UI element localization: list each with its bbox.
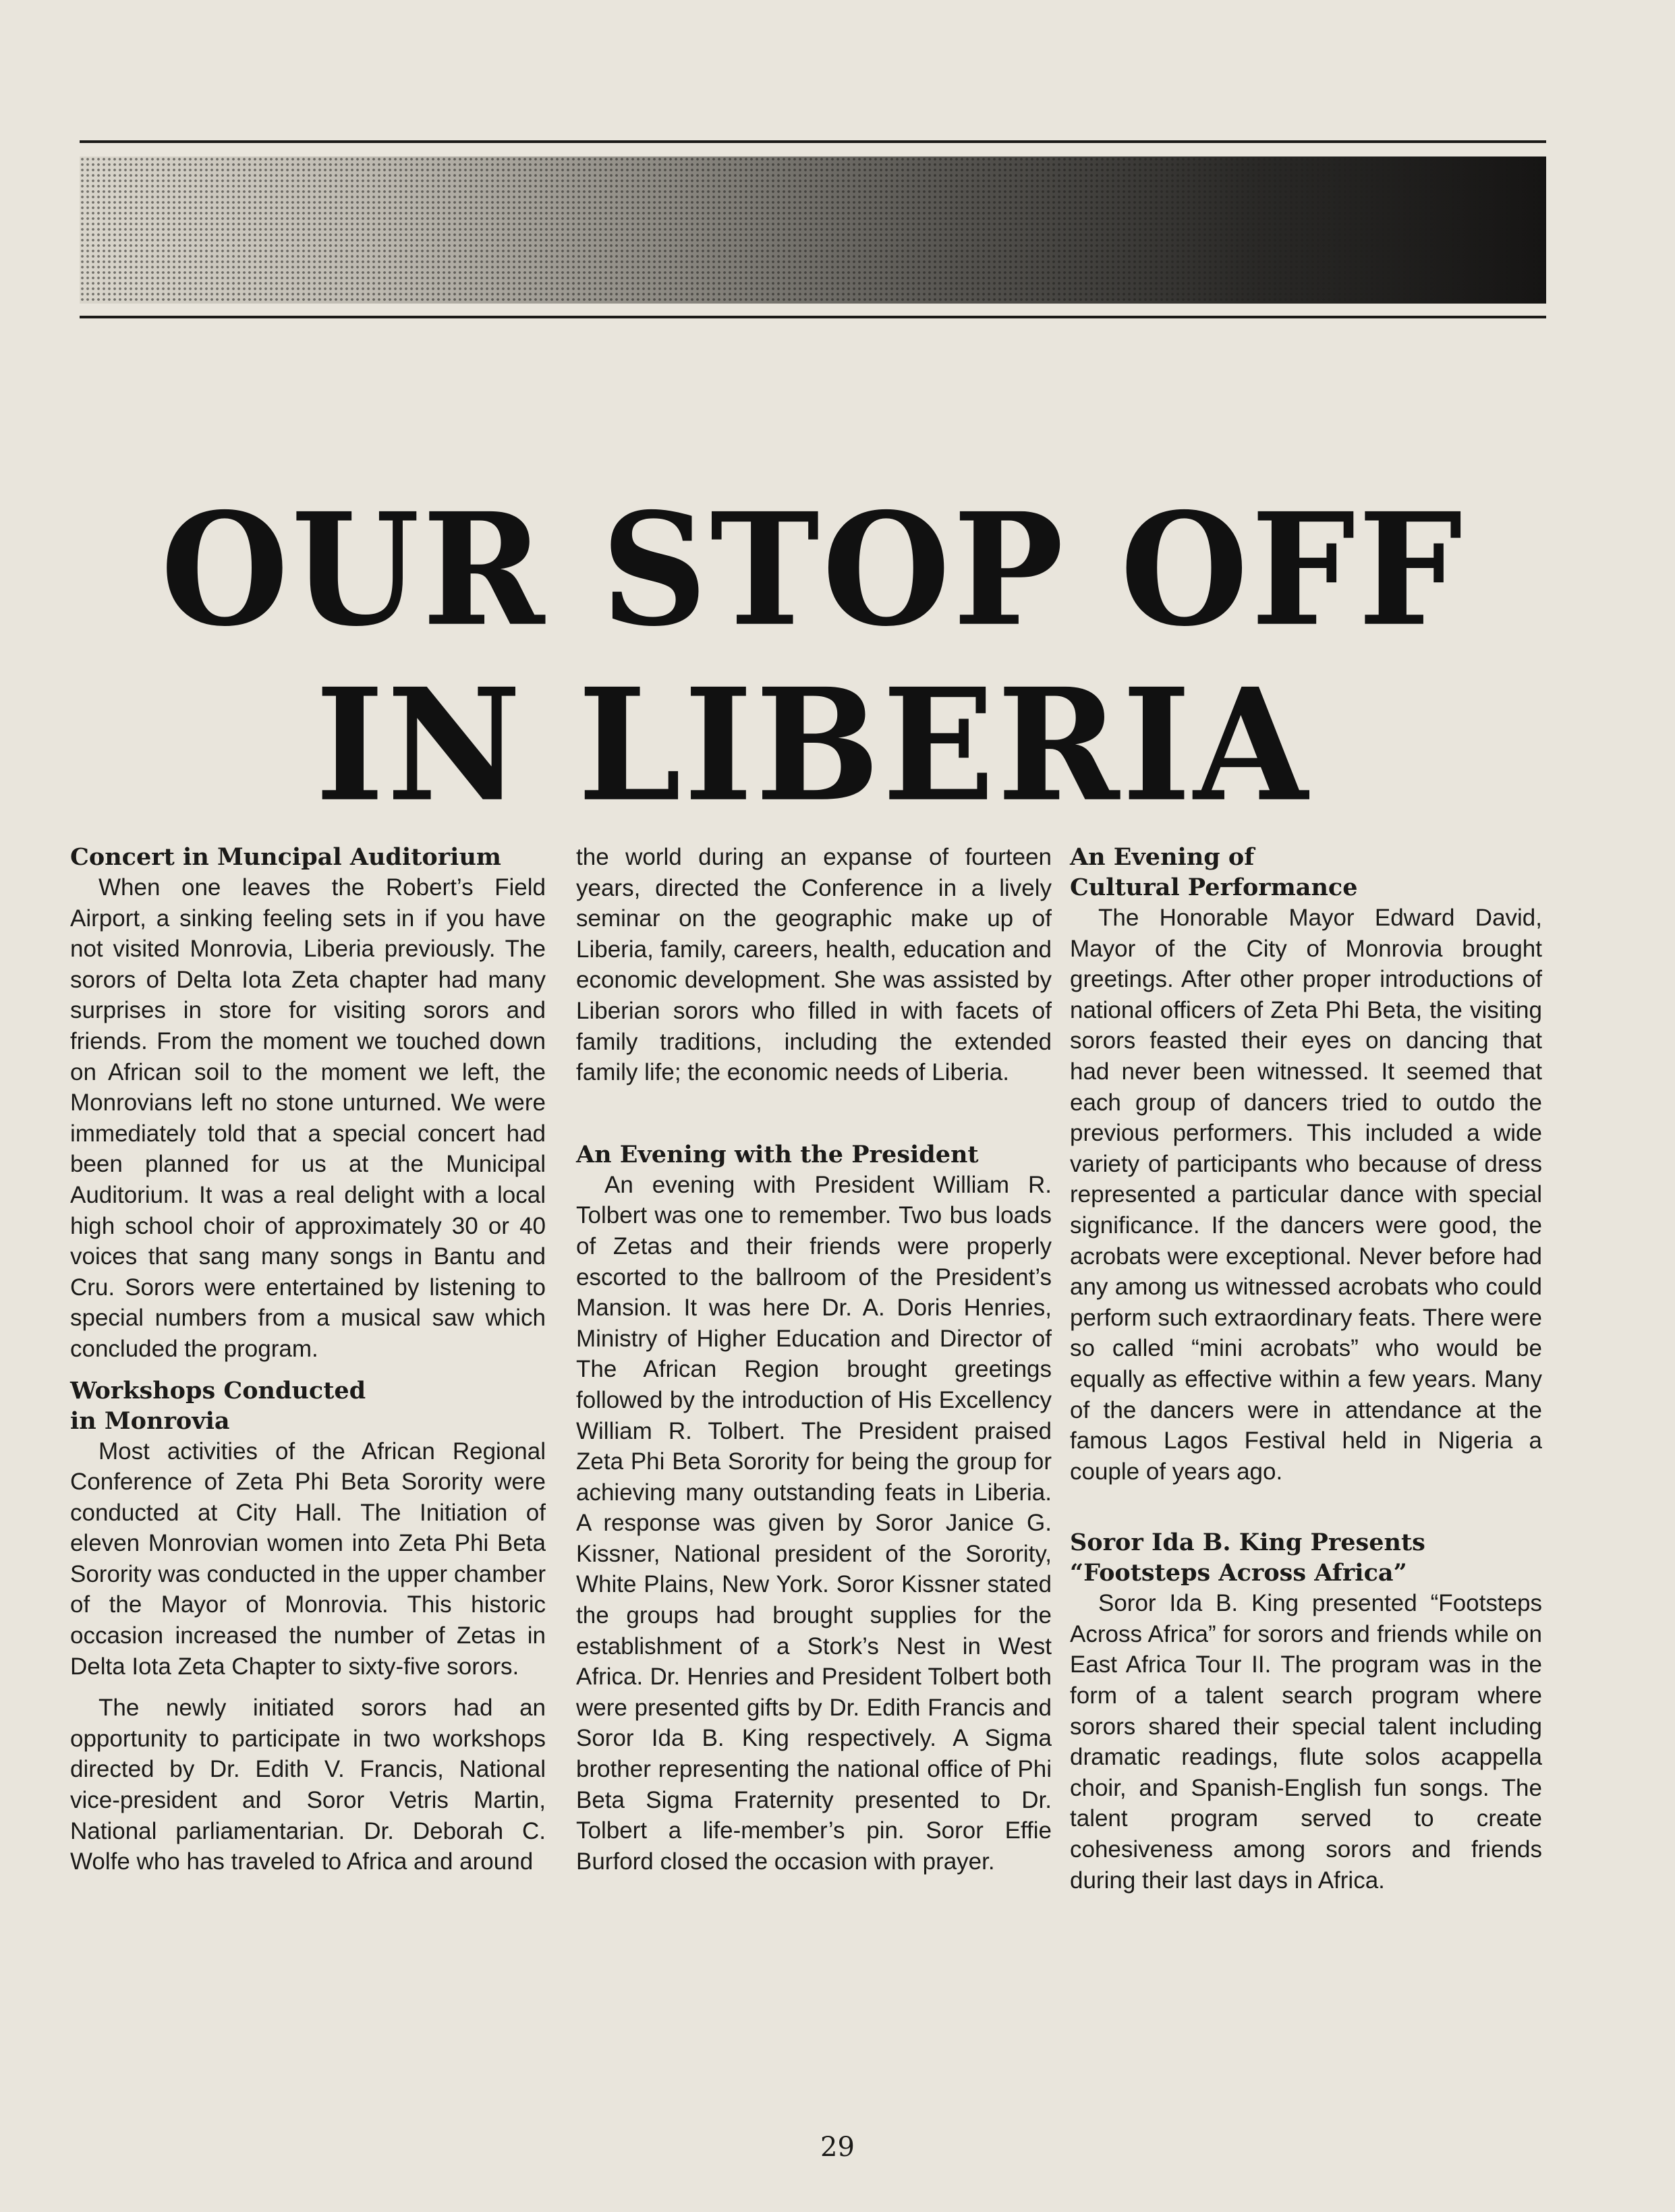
article-column-1 bbox=[70, 842, 546, 1877]
paragraph: The newly initiated sorors had an opportunity to participate in two workshops directed by Dr. Edith V. Francis, National vice-president and Soror Vetris Martin, National parliamentarian. Dr. Deborah C. Wolfe who has traveled to Africa and around bbox=[70, 1695, 546, 1875]
heading-line: “Footsteps Across Africa” bbox=[1070, 1559, 1407, 1587]
paragraph: Soror Ida B. King presented “Footsteps Across Africa” for sorors and friends while on East Africa Tour II. The program was in the form of a talent search program where sorors shared their special talent including dramatic readings, flute solos acappella choir, and Spanish-English fun songs. The talent program served to create cohesiveness among sorors and friends during their last days in Africa. bbox=[1070, 1590, 1542, 1894]
paragraph: An evening with President William R. Tolbert was one to remember. Two bus loads of Zetas and their friends were properly escorted to the ballroom of the President’s Mansion. It was here Dr. A. Doris Henries, Ministry of Higher Education and Director of The African Region brought greetings followed by the introduction of His Excellency William R. Tolbert. The President praised Zeta Phi Beta Sorority for being the group for achieving many outstanding feats in Liberia. A response was given by Soror Janice G. Kissner, National president of the Sorority, White Plains, New York. Soror Kissner stated the groups had brought supplies for the establishment of a Stork’s Nest in West Africa. Dr. Henries and President Tolbert both were presented gifts by Dr. Edith Francis and Soror Ida B. King respectively. A Sigma brother representing the national office of Phi Beta Sigma Fraternity presented to Dr. Tolbert a life-member’s pin. Soror Effie Burford closed the occasion with prayer. bbox=[576, 1171, 1052, 1875]
banner-bottom-rule bbox=[80, 316, 1546, 318]
halftone-banner bbox=[80, 157, 1546, 304]
heading-line: Soror Ida B. King Presents bbox=[1070, 1529, 1425, 1557]
paragraph: When one leaves the Robert’s Field Airport, a sinking feeling sets in if you have not visited Monrovia, Liberia previously. The sorors of Delta Iota Zeta chapter had many surprises in store for visiting sorors and friends. From the moment we touched down on African soil to the moment we left, the Monrovians left no stone unturned. We were immediately told that a special concert had been planned for us at the Municipal Auditorium. It was a real delight with a local high school choir of approximately 30 or 40 voices that sang many songs in Bantu and Cru. Sorors were entertained by listening to special numbers from a musical saw which concluded the program. bbox=[70, 874, 546, 1362]
section-heading-cultural bbox=[1070, 842, 1542, 903]
article-column-3 bbox=[1070, 842, 1542, 1896]
heading-line: in Monrovia bbox=[70, 1407, 230, 1435]
article-column-2 bbox=[576, 842, 1052, 1877]
heading-line: Cultural Performance bbox=[1070, 874, 1358, 901]
section-heading-footsteps bbox=[1070, 1527, 1542, 1588]
heading-line: An Evening of bbox=[1070, 843, 1255, 871]
paragraph: the world during an expanse of fourteen years, directed the Conference in a lively seminar on the geographic make up of Liberia, family, careers, health, education and economic development. She was assisted by Liberian sorors who filled in with facets of family traditions, including the extended family life; the economic needs of Liberia. bbox=[576, 844, 1052, 1086]
headline-line-1: OUR STOP OFF bbox=[161, 479, 1465, 661]
paragraph: Most activities of the African Regional Conference of Zeta Phi Beta Sorority were conducted at City Hall. The Initiation of eleven Monrovian women into Zeta Phi Beta Sorority was conducted in the upper chamber of the Mayor of Monrovia. This historic occasion increased the number of Zetas in Delta Iota Zeta Chapter to sixty-five sorors. bbox=[70, 1438, 546, 1680]
page-number: 29 bbox=[820, 2132, 855, 2163]
banner-top-rule bbox=[80, 140, 1546, 143]
section-heading-workshops bbox=[70, 1376, 546, 1436]
headline-line-2: IN LIBERIA bbox=[315, 654, 1311, 836]
section-heading-concert: Concert in Muncipal Auditorium bbox=[70, 843, 501, 871]
heading-line: Workshops Conducted bbox=[70, 1376, 366, 1405]
section-heading-president: An Evening with the President bbox=[576, 1140, 979, 1168]
paragraph: The Honorable Mayor Edward David, Mayor of the City of Monrovia brought greetings. After other proper introductions of national officers of Zeta Phi Beta, the visiting sorors feasted their eyes on dancing that had never been witnessed. It seemed that each group of dancers tried to outdo the previous performers. This included a wide variety of participants who because of dress represented a particular dance with special significance. If the dancers were good, the acrobats were exceptional. Never before had any among us witnessed acrobats who could perform such extraordinary feats. There were so called “mini acrobats” who would be equally as effective within a few years. Many of the dancers were in attendance at the famous Lagos Festival held in Nigeria a couple of years ago. bbox=[1070, 905, 1542, 1485]
